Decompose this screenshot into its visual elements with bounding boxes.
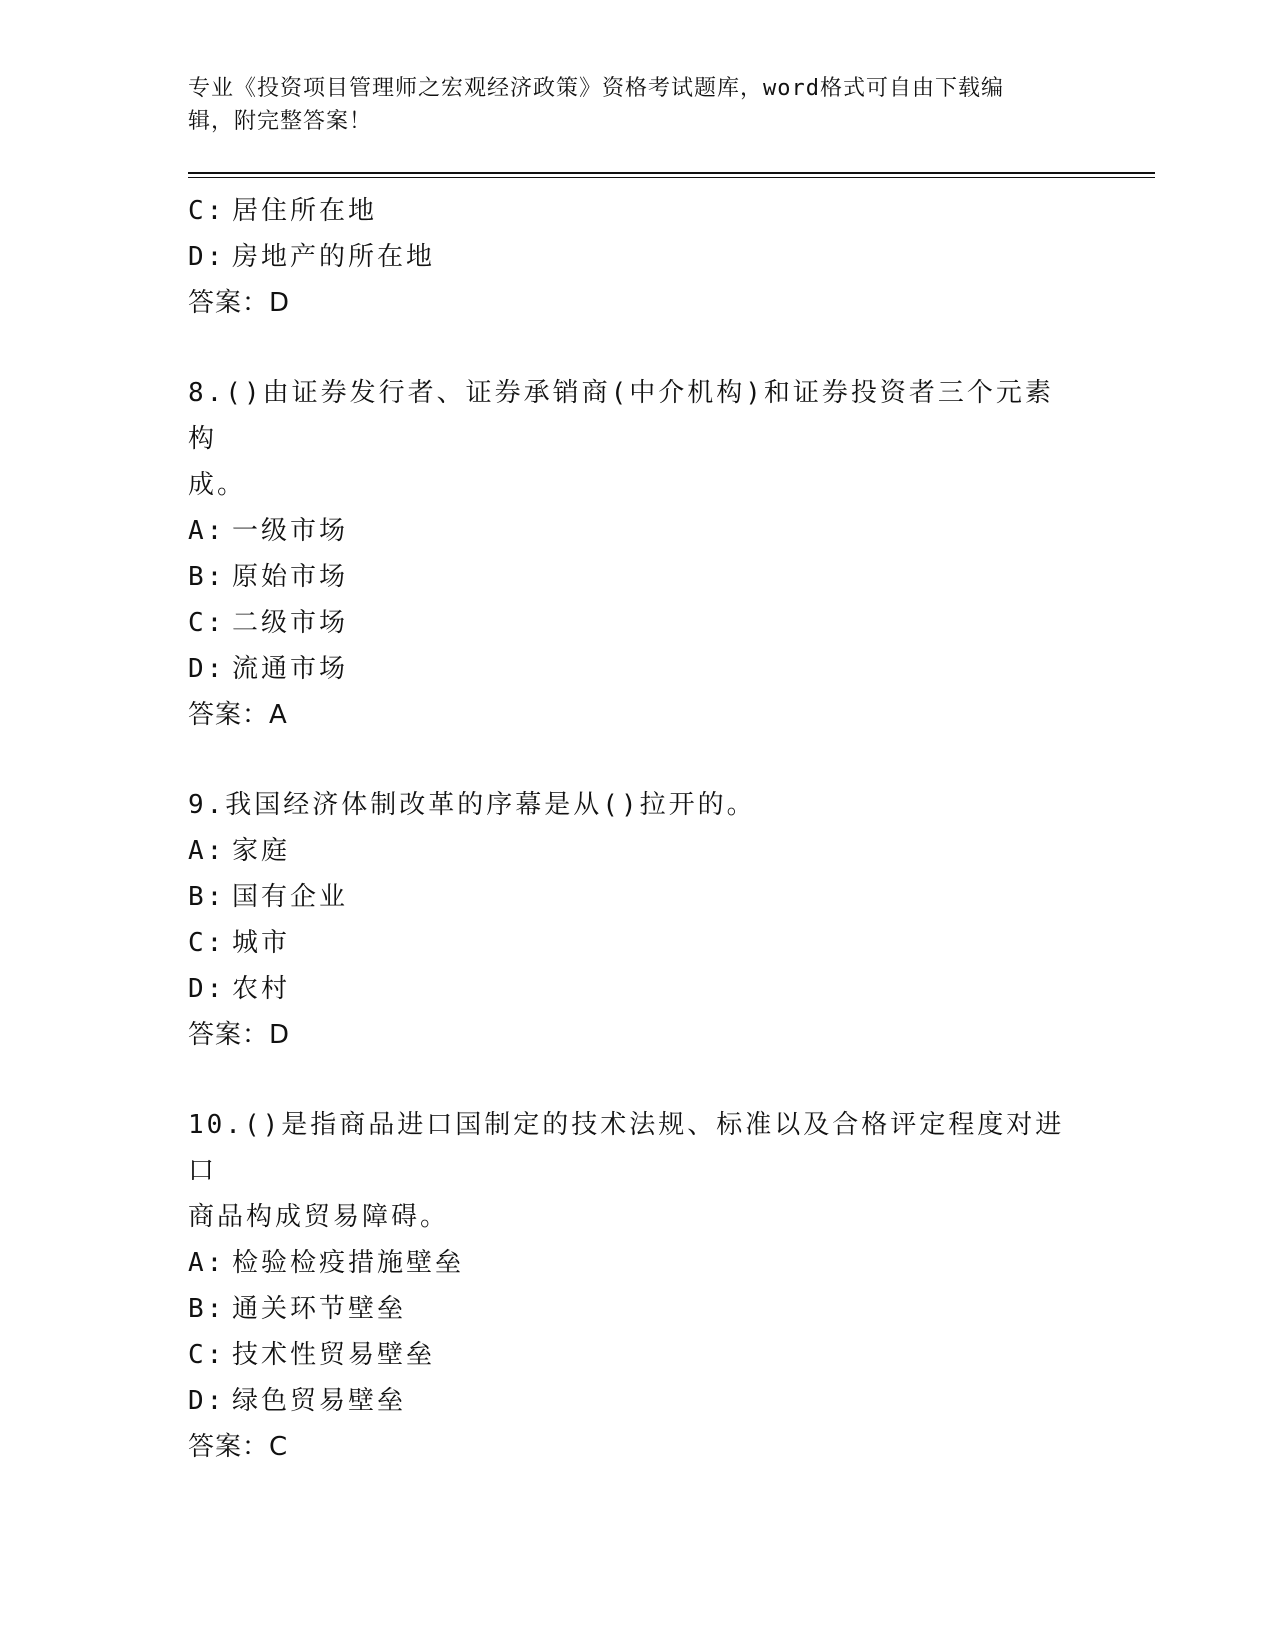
question-text-line-1: 9.我国经济体制改革的序幕是从()拉开的。 (188, 790, 756, 820)
question-10 (188, 1102, 1088, 1470)
option-text: 绿色贸易壁垒 (232, 1386, 407, 1416)
option-label: B: (188, 562, 226, 592)
option-text: 技术性贸易壁垒 (232, 1340, 436, 1370)
option-text: 城市 (232, 928, 291, 958)
option-c (188, 600, 1088, 646)
header-divider-thin (188, 177, 1155, 178)
header-line-1: 专业《投资项目管理师之宏观经济政策》资格考试题库，word格式可自由下载编 (188, 76, 1004, 101)
option-d (188, 234, 1088, 280)
option-text: 家庭 (232, 836, 291, 866)
question-text-line-2: 成。 (188, 470, 247, 500)
question-8 (188, 370, 1088, 738)
spacer (188, 1058, 1088, 1102)
option-label: C: (188, 196, 226, 226)
option-label: B: (188, 1294, 226, 1324)
question-text-line-2: 商品构成贸易障碍。 (188, 1202, 450, 1232)
option-text: 检验检疫措施壁垒 (232, 1248, 465, 1278)
question-text-line-1: 8.()由证券发行者、证券承销商(中介机构)和证券投资者三个元素构 (188, 378, 1054, 454)
option-b (188, 554, 1088, 600)
option-a (188, 508, 1088, 554)
option-label: D: (188, 654, 226, 684)
option-c (188, 1332, 1088, 1378)
answer-line: 答案：A (188, 700, 288, 730)
option-a (188, 1240, 1088, 1286)
option-label: D: (188, 1386, 226, 1416)
option-label: D: (188, 974, 226, 1004)
option-text: 一级市场 (232, 516, 349, 546)
option-label: C: (188, 1340, 226, 1370)
answer-line: 答案：D (188, 1020, 291, 1050)
answer-line: 答案：C (188, 1432, 289, 1462)
option-d (188, 1378, 1088, 1424)
option-text: 通关环节壁垒 (232, 1294, 407, 1324)
page-header (188, 72, 1068, 138)
spacer (188, 738, 1088, 782)
option-c (188, 188, 1088, 234)
header-divider-thick (188, 172, 1155, 174)
option-label: A: (188, 516, 226, 546)
option-d (188, 966, 1088, 1012)
option-label: C: (188, 928, 226, 958)
question-7-continued (188, 188, 1088, 326)
option-text: 二级市场 (232, 608, 349, 638)
option-c (188, 920, 1088, 966)
option-text: 农村 (232, 974, 291, 1004)
question-9 (188, 782, 1088, 1058)
option-label: A: (188, 836, 226, 866)
option-text: 流通市场 (232, 654, 349, 684)
header-line-2: 辑，附完整答案！ (188, 109, 373, 134)
option-text: 原始市场 (232, 562, 349, 592)
option-label: D: (188, 242, 226, 272)
answer-line: 答案：D (188, 288, 291, 318)
spacer (188, 326, 1088, 370)
option-a (188, 828, 1088, 874)
option-text: 国有企业 (232, 882, 349, 912)
option-label: A: (188, 1248, 226, 1278)
option-d (188, 646, 1088, 692)
option-label: C: (188, 608, 226, 638)
option-text: 居住所在地 (232, 196, 378, 226)
option-b (188, 1286, 1088, 1332)
question-list (188, 188, 1088, 1470)
question-text-line-1: 10.()是指商品进口国制定的技术法规、标准以及合格评定程度对进口 (188, 1110, 1065, 1186)
option-text: 房地产的所在地 (232, 242, 436, 272)
option-b (188, 874, 1088, 920)
option-label: B: (188, 882, 226, 912)
